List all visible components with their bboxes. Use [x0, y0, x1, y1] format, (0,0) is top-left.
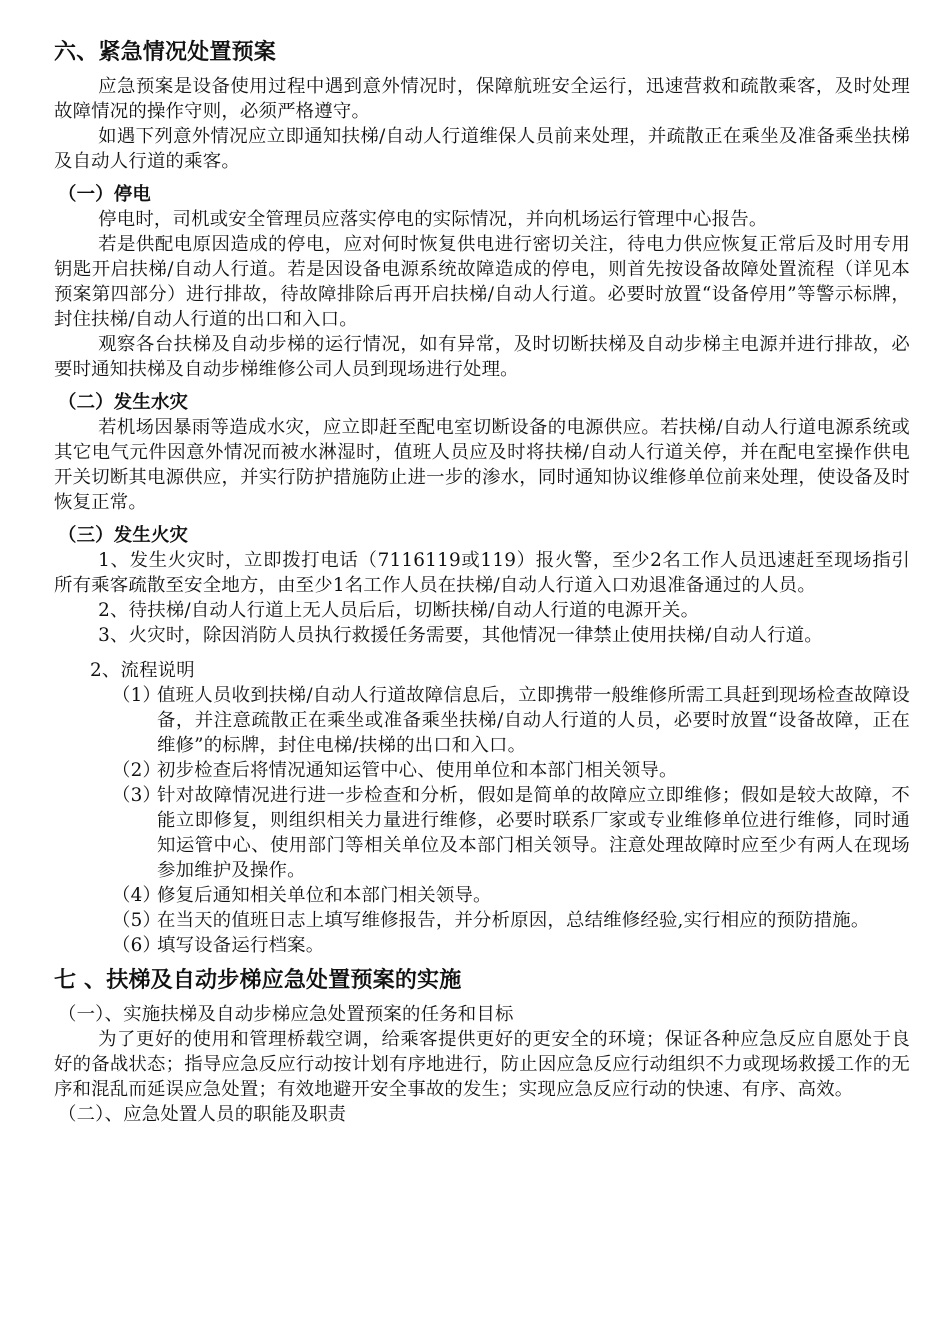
flow-description-title: 2、流程说明 — [90, 660, 195, 681]
list-item-number: （2） — [112, 760, 162, 781]
list-item-text: 在当天的值班日志上填写维修报告，并分析原因，总结维修经验,实行相应的预防措施。 — [157, 910, 870, 931]
list-item-text: 修复后通知相关单位和本部门相关领导。 — [157, 885, 492, 906]
section-6-intro-1: 应急预案是设备使用过程中遇到意外情况时，保障航班安全运行，迅速营救和疏散乘客，及时处理故障情况的操作守则，必须严格遵守。 — [54, 76, 910, 122]
flow-step-list — [54, 683, 910, 958]
list-item-number: （1） — [112, 685, 162, 706]
list-item-number: （5） — [112, 910, 162, 931]
fire-heading: （三）发生火灾 — [58, 525, 189, 546]
power-outage-heading: （一）停电 — [58, 184, 151, 205]
list-item — [112, 883, 910, 908]
list-item — [112, 758, 910, 783]
section-6-title: 六、紧急情况处置预案 — [54, 40, 277, 65]
list-item-number: （6） — [112, 935, 162, 956]
list-item — [112, 783, 910, 883]
section-7-title: 七 、扶梯及自动步梯应急处置预案的实施 — [54, 968, 462, 993]
list-item-number: （4） — [112, 885, 162, 906]
section-6-intro-2: 如遇下列意外情况应立即通知扶梯/自动人行道维保人员前来处理，并疏散正在乘坐及准备乘坐扶梯及自动人行道的乘客。 — [54, 126, 910, 172]
list-item — [112, 908, 910, 933]
list-item — [112, 683, 910, 758]
fire-para-1: 1、发生火灾时，立即拨打电话（7116119或119）报火警，至少2名工作人员迅速赶至现场指引所有乘客疏散至安全地方，由至少1名工作人员在扶梯/自动人行道入口劝退准备通过的人员。 — [54, 550, 910, 596]
list-item-text: 针对故障情况进行进一步检查和分析，假如是简单的故障应立即维修；假如是较大故障，不能立即修复，则组织相关力量进行维修，必要时联系厂家或专业维修单位进行维修，同时通知运管中心、使用部门等相关单位及本部门相关领导。注意处理故障时应至少有两人在现场参加维护及操作。 — [157, 785, 910, 881]
list-item-text: 填写设备运行档案。 — [157, 935, 325, 956]
flood-heading: （二）发生水灾 — [58, 392, 189, 413]
fire-para-3: 3、火灾时，除因消防人员执行救援任务需要，其他情况一律禁止使用扶梯/自动人行道。 — [98, 625, 823, 646]
power-outage-para-3: 观察各台扶梯及自动步梯的运行情况，如有异常，及时切断扶梯及自动步梯主电源并进行排故，必要时通知扶梯及自动步梯维修公司人员到现场进行处理。 — [54, 334, 910, 380]
section-7-para-1: 为了更好的使用和管理桥载空调，给乘客提供更好的更安全的环境；保证各种应急反应自愿处于良好的备战状态；指导应急反应行动按计划有序地进行，防止因应急反应行动组织不力或现场救援工作的无序和混乱而延误应急处置；有效地避开安全事故的发生；实现应急反应行动的快速、有序、高效。 — [54, 1029, 910, 1100]
power-outage-para-1: 停电时，司机或安全管理员应落实停电的实际情况，并向机场运行管理中心报告。 — [98, 209, 768, 230]
section-7-subheading-2: （二）、应急处置人员的职能及职责 — [58, 1104, 347, 1125]
list-item-text: 值班人员收到扶梯/自动人行道故障信息后，立即携带一般维修所需工具赶到现场检查故障设备，并注意疏散正在乘坐或准备乘坐扶梯/自动人行道的人员，必要时放置“设备故障，正在维修”的标牌，封住电梯/扶梯的出口和入口。 — [157, 685, 910, 756]
list-item — [112, 933, 910, 958]
list-item-number: （3） — [112, 785, 162, 806]
list-item-text: 初步检查后将情况通知运管中心、使用单位和本部门相关领导。 — [157, 760, 678, 781]
section-7-subheading-1: （一）、实施扶梯及自动步梯应急处置预案的任务和目标 — [58, 1004, 514, 1025]
flood-para-1: 若机场因暴雨等造成水灾，应立即赶至配电室切断设备的电源供应。若扶梯/自动人行道电源系统或其它电气元件因意外情况而被水淋湿时，值班人员应及时将扶梯/自动人行道关停，并在配电室操作供电开关切断其电源供应，并实行防护措施防止进一步的渗水，同时通知协议维修单位前来处理，使设备及时恢复正常。 — [54, 417, 910, 513]
power-outage-para-2: 若是供配电原因造成的停电，应对何时恢复供电进行密切关注，待电力供应恢复正常后及时用专用钥匙开启扶梯/自动人行道。若是因设备电源系统故障造成的停电，则首先按设备故障处置流程（详见本预案第四部分）进行排故，待故障排除后再开启扶梯/自动人行道。必要时放置“设备停用”等警示标牌，封住扶梯/自动人行道的出口和入口。 — [54, 234, 910, 330]
fire-para-2: 2、待扶梯/自动人行道上无人员后后，切断扶梯/自动人行道的电源开关。 — [98, 600, 700, 621]
